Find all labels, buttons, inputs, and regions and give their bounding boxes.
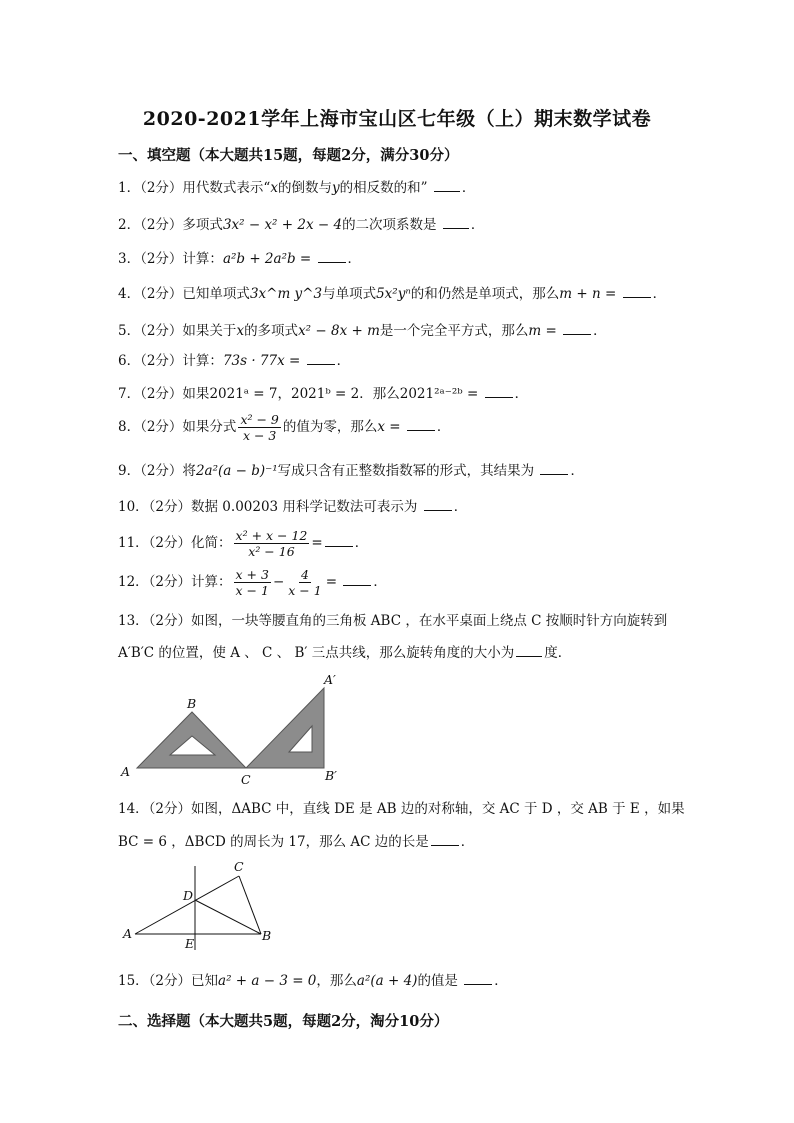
- label-e: E: [185, 936, 195, 951]
- answer-blank[interactable]: [485, 385, 513, 398]
- answer-blank[interactable]: [623, 285, 651, 298]
- question-14-line-1: 14．（2分）如图，ΔABC 中，直线 DE 是 AB 边的对称轴，交 AC 于 D ，交 AB 于 E ，如果: [118, 801, 685, 817]
- section-heading-fill: 一、填空题（本大题共15题，每题2分，满分30分）: [118, 147, 459, 164]
- question-3: 3．（2分）计算：a²b + 2a²b = ．: [118, 251, 362, 267]
- answer-blank[interactable]: [343, 573, 371, 586]
- question-1: 1．（2分）用代数式表示“x的倒数与y的相反数的和” ．: [118, 180, 476, 196]
- label-c: C: [241, 772, 251, 787]
- label-a: A: [121, 764, 131, 779]
- segment-cb: [239, 876, 261, 934]
- answer-blank[interactable]: [540, 462, 568, 475]
- answer-blank[interactable]: [325, 534, 353, 547]
- answer-blank[interactable]: [424, 498, 452, 511]
- question-5: 5．（2分）如果关于x的多项式x² − 8x + m是一个完全平方式，那么m = ．: [118, 323, 607, 339]
- question-2: 2．（2分）多项式3x² − x² + 2x − 4的二次项系数是 ．: [118, 217, 485, 233]
- section-heading-choice: 二、选择题（本大题共5题，每题2分，淘分10分）: [118, 1013, 449, 1030]
- answer-blank[interactable]: [307, 352, 335, 365]
- label-b: B: [187, 696, 197, 711]
- figure-14-triangle: [115, 858, 285, 953]
- answer-blank[interactable]: [407, 418, 435, 431]
- fraction: $\frac{4}{x - 1}$: [288, 567, 322, 598]
- answer-blank[interactable]: [516, 644, 542, 657]
- answer-blank[interactable]: [318, 250, 346, 263]
- question-4: 4．（2分）已知单项式3x^m y^3与单项式5x²yⁿ的和仍然是单项式，那么m + n = ．: [118, 286, 667, 302]
- fraction: $\frac{\text{x² − 9}}{x - 3}$: [240, 412, 279, 443]
- segment-ac: [135, 876, 239, 934]
- question-6: 6．（2分）计算：73s · 77x = ．: [118, 353, 351, 369]
- answer-blank[interactable]: [464, 972, 492, 985]
- answer-blank[interactable]: [431, 833, 459, 846]
- question-9: 9．（2分）将2a²(a − b)⁻¹写成只含有正整数指数幂的形式，其结果为 ．: [118, 463, 584, 479]
- label-d: D: [183, 888, 194, 903]
- answer-blank[interactable]: [563, 322, 591, 335]
- question-10: 10．（2分）数据 0.00203 用科学记数法可表示为 ．: [118, 499, 468, 515]
- label-c: C: [234, 859, 244, 874]
- answer-blank[interactable]: [434, 179, 460, 192]
- fraction: $\frac{\text{x² + x − 12}}{\text{x² − 16}}$: [235, 528, 308, 559]
- label-b-prime: B′: [325, 768, 338, 783]
- question-8: 8．（2分）如果分式 $\frac{\text{x² − 9}}{x - 3}$ 的值为零，那么x = ．: [118, 412, 451, 443]
- question-7: 7．（2分）如果2021ᵃ = 7，2021ᵇ = 2．那么2021²ᵃ⁻²ᵇ = ．: [118, 386, 529, 402]
- answer-blank[interactable]: [443, 216, 469, 229]
- question-14-line-2: BC = 6 ，ΔBCD 的周长为 17，那么 AC 边的长是 ．: [118, 834, 475, 850]
- fraction: $\frac{x + 3}{x - 1}$: [235, 567, 269, 598]
- question-13-line-1: 13．（2分）如图，一块等腰直角的三角板 ABC ，在水平桌面上绕点 C 按顺时针方向旋转到: [118, 613, 668, 629]
- question-15: 15．（2分）已知a² + a − 3 = 0，那么a²(a + 4)的值是 ．: [118, 973, 508, 989]
- label-a-prime: A′: [324, 672, 336, 687]
- figure-13-set-squares: [115, 670, 355, 790]
- label-b: B: [262, 928, 272, 943]
- segment-db: [195, 900, 261, 934]
- label-a: A: [123, 926, 133, 941]
- page-title: 2020-2021学年上海市宝山区七年级（上）期末数学试卷: [142, 108, 652, 130]
- question-13-line-2: A′B′C 的位置，使 A 、 C 、 B′ 三点共线，那么旋转角度的大小为 度．: [118, 645, 572, 661]
- question-12: 12．（2分）计算： $\frac{x + 3}{x - 1}$ − $\frac{4}{x - 1}$ = ．: [118, 567, 387, 598]
- question-11: 11．（2分）化简： $\frac{\text{x² + x − 12}}{\text{x² − 16}}$ = ．: [118, 528, 369, 559]
